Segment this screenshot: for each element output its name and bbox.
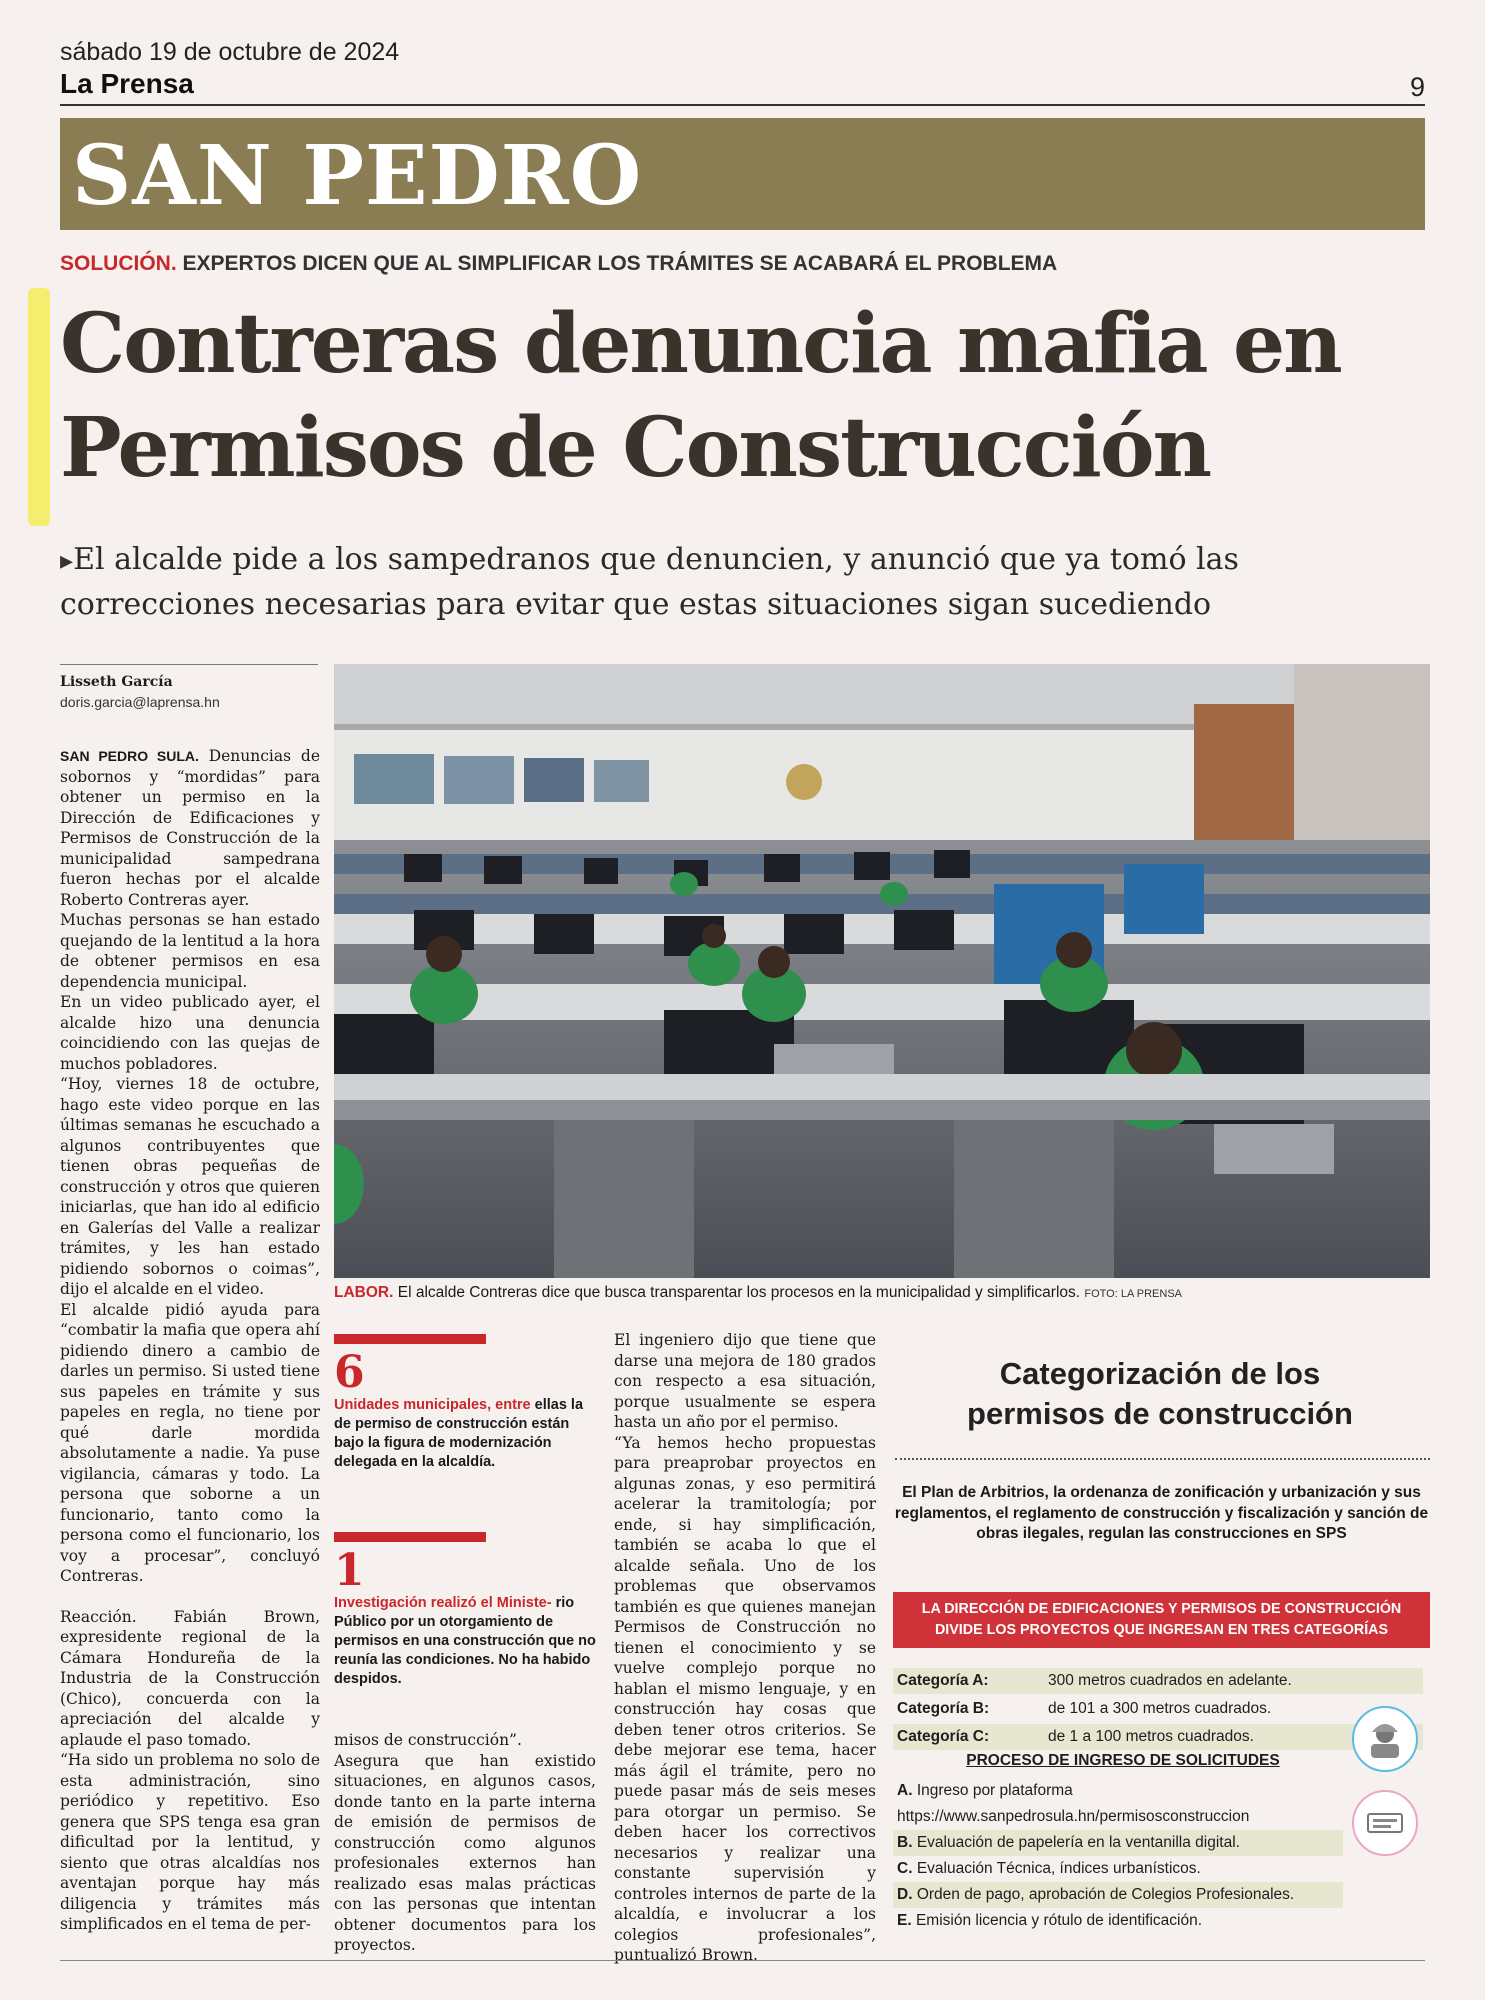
category-row: Categoría B: de 101 a 300 metros cuadrados. xyxy=(897,1700,1272,1717)
sidebar-rule xyxy=(895,1458,1430,1460)
newspaper-name: La Prensa xyxy=(60,68,194,99)
sidebar-title: Categorización de los permisos de construcción xyxy=(967,1356,1353,1431)
byline-rule xyxy=(60,664,318,665)
process-step: A. Ingreso por plataforma xyxy=(897,1782,1073,1799)
kicker-lead: SOLUCIÓN. xyxy=(60,252,177,275)
paragraph: Denuncias de sobornos y “mordidas” para obtener un permiso en la Dirección de Edificaciones y Permisos de Construcción de la municipalidad sampedrana fueron hechas por el alcalde Roberto Contreras ayer. xyxy=(60,747,320,909)
headline xyxy=(60,292,1440,500)
footer-rule xyxy=(60,1960,1425,1961)
caption-text: El alcalde Contreras dice que busca transparentar los procesos en la municipalidad y simplificarlos. xyxy=(397,1284,1081,1301)
sidebar-intro: El Plan de Arbitrios, la ordenanza de zonificación y urbanización y sus reglamentos, el reglamento de construcción y fiscalización y sanción de obras ilegales, regulan las construcciones en SPS xyxy=(894,1484,1429,1542)
categories-band: LA DIRECCIÓN DE EDIFICACIONES Y PERMISOS DE CONSTRUCCIÓN DIVIDE LOS PROYECTOS QUE INGRESAN EN TRES CATEGORÍAS xyxy=(893,1592,1430,1648)
construction-worker-icon xyxy=(1352,1706,1418,1772)
header-rule xyxy=(60,104,1425,106)
deck-line-1: El alcalde pide a los sampedranos que denuncien, y anunció que ya tomó las xyxy=(73,542,1239,577)
deck-arrow-icon: ▸ xyxy=(60,546,74,576)
paragraph: “Ha sido un problema no solo de esta administración, sino periódico y repetitivo. Eso genera que SPS tenga esa gran dificultad por la lentitud, y siento que otras alcaldías nos aventajan porque hay más diligencia y trámites más simplificados en el tema de per- xyxy=(60,1751,320,1933)
author-email[interactable]: doris.garcia@laprensa.hn xyxy=(60,694,220,710)
paragraph: El alcalde pidió ayuda para “combatir la mafia que opera ahí pidiendo dinero a cambio de darles un permiso. Si usted tiene sus papeles en trámite y sus papeles en regla, no tiene por qué darle mordida absolutamente a nadie. Ya puse vigilancia, cámaras y todo. La persona que soborne a un funcionario, tanto como la persona como el funcionario, los voy a procesar”, concluyó Contreras. xyxy=(60,1300,320,1585)
fact-number: 1 xyxy=(334,1545,365,1596)
paragraph: misos de construcción”. xyxy=(334,1731,522,1749)
fact-bar xyxy=(334,1334,486,1344)
fact-box-1 xyxy=(334,1334,596,1472)
highlighter-mark xyxy=(28,288,50,526)
paragraph: “Ya hemos hecho propuestas para preaprobar proyectos en algunas zonas, y eso permitirá acelerar la tramitología; por ende, si hay simplificación, también se acaba lo que el alcalde señala. Uno de los problemas que observamos también es que quienes manejan Permisos de Construcción no tienen el conocimiento y se vuelve complejo porque no hablan el mismo lenguaje, y en construcción hay cosas que deben tener otros criterios. Se debe mejorar ese tema, hacer más ágil el trámite, pero no puede pasar más de seis meses para otorgar un permiso. Se deben hacer los correctivos necesarios y realizar una constante supervisión y controles internos de parte de la alcaldía, e involucrar a los colegios profesionales”, puntualizó Brown. xyxy=(614,1433,876,1964)
fact-box-2 xyxy=(334,1532,596,1689)
process-title: PROCESO DE INGRESO DE SOLICITUDES xyxy=(966,1752,1280,1769)
photo-credit: FOTO: LA PRENSA xyxy=(1084,1288,1182,1300)
page-number: 9 xyxy=(1410,72,1426,102)
kicker-text: EXPERTOS DICEN QUE AL SIMPLIFICAR LOS TRÁMITES SE ACABARÁ EL PROBLEMA xyxy=(182,252,1058,275)
paragraph: Asegura que han existido situaciones, en algunos casos, donde tanto en la parte interna de emisión de permisos de construcción como algunos profesionales externos han realizado esas malas prácticas con las personas que intentan obtener documentos para los proyectos. xyxy=(334,1751,596,1954)
caption-lead: LABOR. xyxy=(334,1284,394,1301)
article-column-3 xyxy=(614,1330,876,1966)
process-step: C. Evaluación Técnica, índices urbanísticos. xyxy=(897,1860,1201,1877)
category-row: Categoría C: de 1 a 100 metros cuadrados. xyxy=(893,1724,1423,1750)
process-step: D. Orden de pago, aprobación de Colegios Profesionales. xyxy=(893,1882,1343,1908)
deck-line-2: correcciones necesarias para evitar que estas situaciones sigan sucediendo xyxy=(60,587,1212,622)
article-column-1 xyxy=(60,746,320,1935)
headline-line-1: Contreras denuncia mafia en xyxy=(60,296,1341,392)
article-column-2 xyxy=(334,1730,596,1956)
edition-date: sábado 19 de octubre de 2024 xyxy=(60,38,400,66)
fact-number: 6 xyxy=(334,1347,365,1398)
fact-text: Unidades municipales, entre ellas la de permiso de construcción están bajo la figura de modernización delegada en la alcaldía. xyxy=(334,1397,584,1470)
newsroom-photo xyxy=(334,664,1430,1278)
paragraph: El ingeniero dijo que tiene que darse una mejora de 180 grados con respecto a esa situación, porque usualmente se espera hasta un año por el permiso. xyxy=(614,1331,876,1431)
headline-line-2: Permisos de Construcción xyxy=(60,400,1211,496)
fact-bar xyxy=(334,1532,486,1542)
paragraph: Muchas personas se han estado quejando de la lentitud a la hora de obtener permisos en esa dependencia municipal. xyxy=(60,911,320,991)
section-title: SAN PEDRO xyxy=(72,128,643,224)
deck xyxy=(60,538,1440,627)
author-name: Lisseth García xyxy=(60,674,173,690)
paragraph: En un video publicado ayer, el alcalde hizo una denuncia coincidiendo con las quejas de muchos pobladores. xyxy=(60,993,320,1073)
process-step: E. Emisión licencia y rótulo de identificación. xyxy=(897,1912,1202,1929)
dateline: SAN PEDRO SULA. xyxy=(60,748,199,764)
process-url[interactable]: https://www.sanpedrosula.hn/permisosconstruccion xyxy=(897,1808,1250,1825)
office-photo-illustration xyxy=(334,664,1430,1278)
kicker xyxy=(60,252,1057,276)
photo-caption xyxy=(334,1284,1434,1302)
category-row: Categoría A: 300 metros cuadrados en adelante. xyxy=(893,1668,1423,1694)
paragraph: Reacción. Fabián Brown, expresidente regional de la Cámara Hondureña de la Industria de la Construcción (Chico), concuerda con la apreciación del alcalde y aplaude el paso tomado. xyxy=(60,1607,320,1749)
fact-text: Investigación realizó el Ministe- rio Público por un otorgamiento de permisos en una construcción que no reunía las condiciones. No ha habido despidos. xyxy=(334,1595,596,1687)
approved-stamp-icon xyxy=(1352,1790,1418,1856)
process-step: B. Evaluación de papelería en la ventanilla digital. xyxy=(893,1830,1343,1856)
paragraph: “Hoy, viernes 18 de octubre, hago este video porque en las últimas semanas he escuchado a algunos contribuyentes que tienen obras pequeñas de construcción y otros que quieren iniciarlas, que han ido al edificio en Galerías del Valle a realizar trámites, y les han estado pidiendo sobornos o coimas”, dijo el alcalde en el video. xyxy=(60,1075,320,1298)
